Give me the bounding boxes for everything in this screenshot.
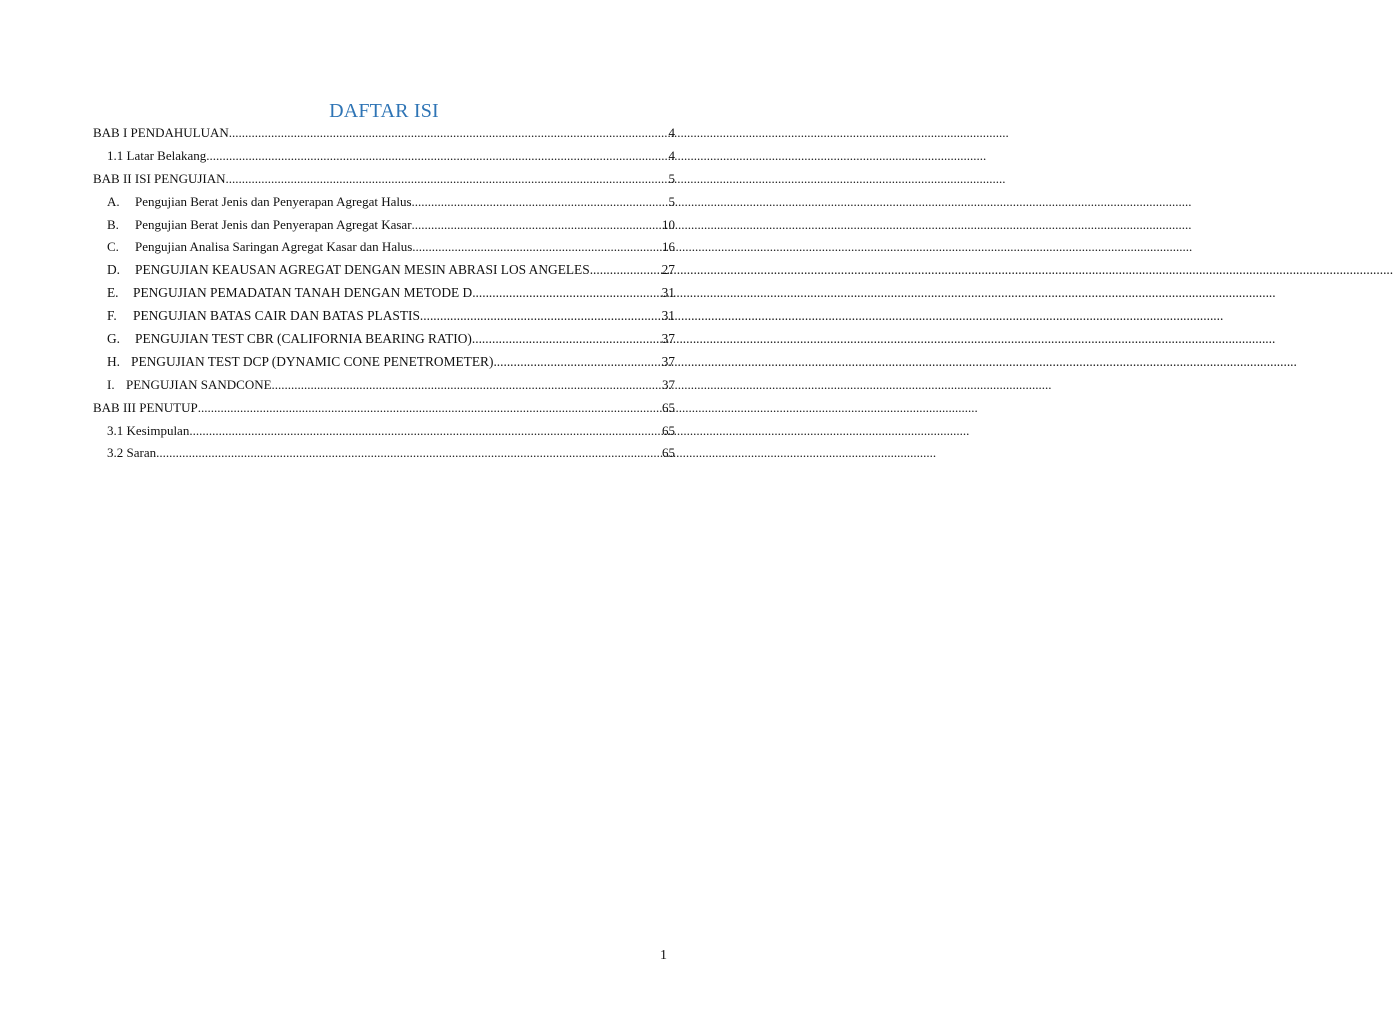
- toc-entry-page: 16: [662, 239, 675, 255]
- toc-entry-number: A.: [107, 193, 120, 209]
- toc-leader-dots: [472, 328, 662, 351]
- toc-entry-label: PENGUJIAN TEST DCP (DYNAMIC CONE PENETROMETER): [131, 353, 494, 369]
- toc-entry-page: 5: [668, 170, 675, 186]
- toc-leader-dots: [412, 236, 662, 259]
- toc-entry-number: D.: [107, 262, 121, 278]
- toc-leader-dots: [189, 420, 662, 443]
- toc-entry-page: 31: [661, 308, 675, 324]
- toc-entry-label: PENGUJIAN BATAS CAIR DAN BATAS PLASTIS: [133, 308, 420, 324]
- toc-entry-page: 65: [662, 399, 675, 415]
- toc-entry-label: BAB I PENDAHULUAN: [93, 125, 229, 140]
- toc-entry-bab-2[interactable]: [93, 168, 675, 191]
- toc-title: DAFTAR ISI: [329, 100, 439, 122]
- toc-entry-saran[interactable]: [93, 442, 675, 465]
- toc-entry-label: PENGUJIAN PEMADATAN TANAH DENGAN METODE D: [133, 285, 473, 301]
- toc-entry-page: 4: [668, 147, 675, 163]
- toc-leader-dots: [156, 442, 662, 465]
- toc-entry-kesimpulan[interactable]: [93, 420, 675, 443]
- toc-entry-bab-1[interactable]: [93, 122, 675, 145]
- toc-leader-dots: [412, 191, 669, 214]
- toc-entry-c[interactable]: [93, 236, 675, 259]
- toc-entry-page: 31: [661, 285, 675, 301]
- toc-entry-number: I.: [107, 376, 115, 392]
- toc-entry-page: 37: [662, 376, 675, 392]
- toc-entry-d[interactable]: [93, 259, 675, 282]
- toc-leader-dots: [226, 168, 669, 191]
- toc-entry-label: BAB II ISI PENGUJIAN: [93, 170, 226, 186]
- toc-entry-page: 10: [662, 216, 675, 232]
- toc-entry-a[interactable]: [93, 191, 675, 214]
- toc-entry-label: Pengujian Analisa Saringan Agregat Kasar dan Halus: [135, 239, 413, 255]
- toc-entry-number: F.: [107, 308, 117, 324]
- toc-entry-e[interactable]: [93, 282, 675, 305]
- toc-entry-page: 37: [661, 331, 675, 347]
- toc-leader-dots: [493, 351, 661, 374]
- toc-leader-dots: [198, 397, 662, 420]
- toc-entry-h[interactable]: [93, 351, 675, 374]
- toc-leader-dots: [206, 145, 668, 168]
- toc-leader-dots: [272, 374, 662, 397]
- toc-entry-number: E.: [107, 285, 119, 301]
- toc-entry-page: 27: [661, 262, 675, 278]
- toc-entry-latar-belakang[interactable]: [93, 145, 675, 168]
- toc-entry-page: 5: [668, 193, 675, 209]
- toc-entry-page: 37: [661, 353, 675, 369]
- toc-entry-label: PENGUJIAN KEAUSAN AGREGAT DENGAN MESIN ABRASI LOS ANGELES: [135, 262, 590, 278]
- toc-entry-label: Pengujian Berat Jenis dan Penyerapan Agregat Kasar: [135, 216, 412, 232]
- toc-entry-label: 1.1 Latar Belakang: [107, 147, 207, 163]
- toc-entry-page: 65: [662, 422, 675, 438]
- toc-entry-label: BAB III PENUTUP: [93, 399, 198, 415]
- toc-entry-bab-3[interactable]: [93, 397, 675, 420]
- toc-leader-dots: [420, 305, 662, 328]
- toc-entry-label: PENGUJIAN TEST CBR (CALIFORNIA BEARING RATIO): [135, 331, 472, 347]
- toc-entry-b[interactable]: [93, 214, 675, 237]
- toc-leader-dots: [590, 259, 662, 282]
- toc-entry-label: PENGUJIAN SANDCONE: [126, 376, 272, 392]
- toc-entry-number: G.: [107, 331, 121, 347]
- toc-leader-dots: [412, 214, 662, 237]
- toc-entry-page: 4: [668, 125, 675, 140]
- page-number: 1: [660, 948, 667, 963]
- toc-entry-g[interactable]: [93, 328, 675, 351]
- toc-entry-label: 3.2 Saran: [107, 445, 157, 461]
- toc-entry-number: H.: [107, 353, 121, 369]
- toc-entry-i[interactable]: [93, 374, 675, 397]
- toc-entry-number: B.: [107, 216, 119, 232]
- toc-leader-dots: [472, 282, 661, 305]
- toc-entry-label: Pengujian Berat Jenis dan Penyerapan Agregat Halus: [135, 193, 412, 209]
- table-of-contents: [93, 122, 675, 465]
- toc-entry-label: 3.1 Kesimpulan: [107, 422, 190, 438]
- toc-entry-f[interactable]: [93, 305, 675, 328]
- toc-entry-number: C.: [107, 239, 119, 255]
- toc-leader-dots: [229, 122, 669, 145]
- toc-entry-page: 65: [662, 445, 675, 461]
